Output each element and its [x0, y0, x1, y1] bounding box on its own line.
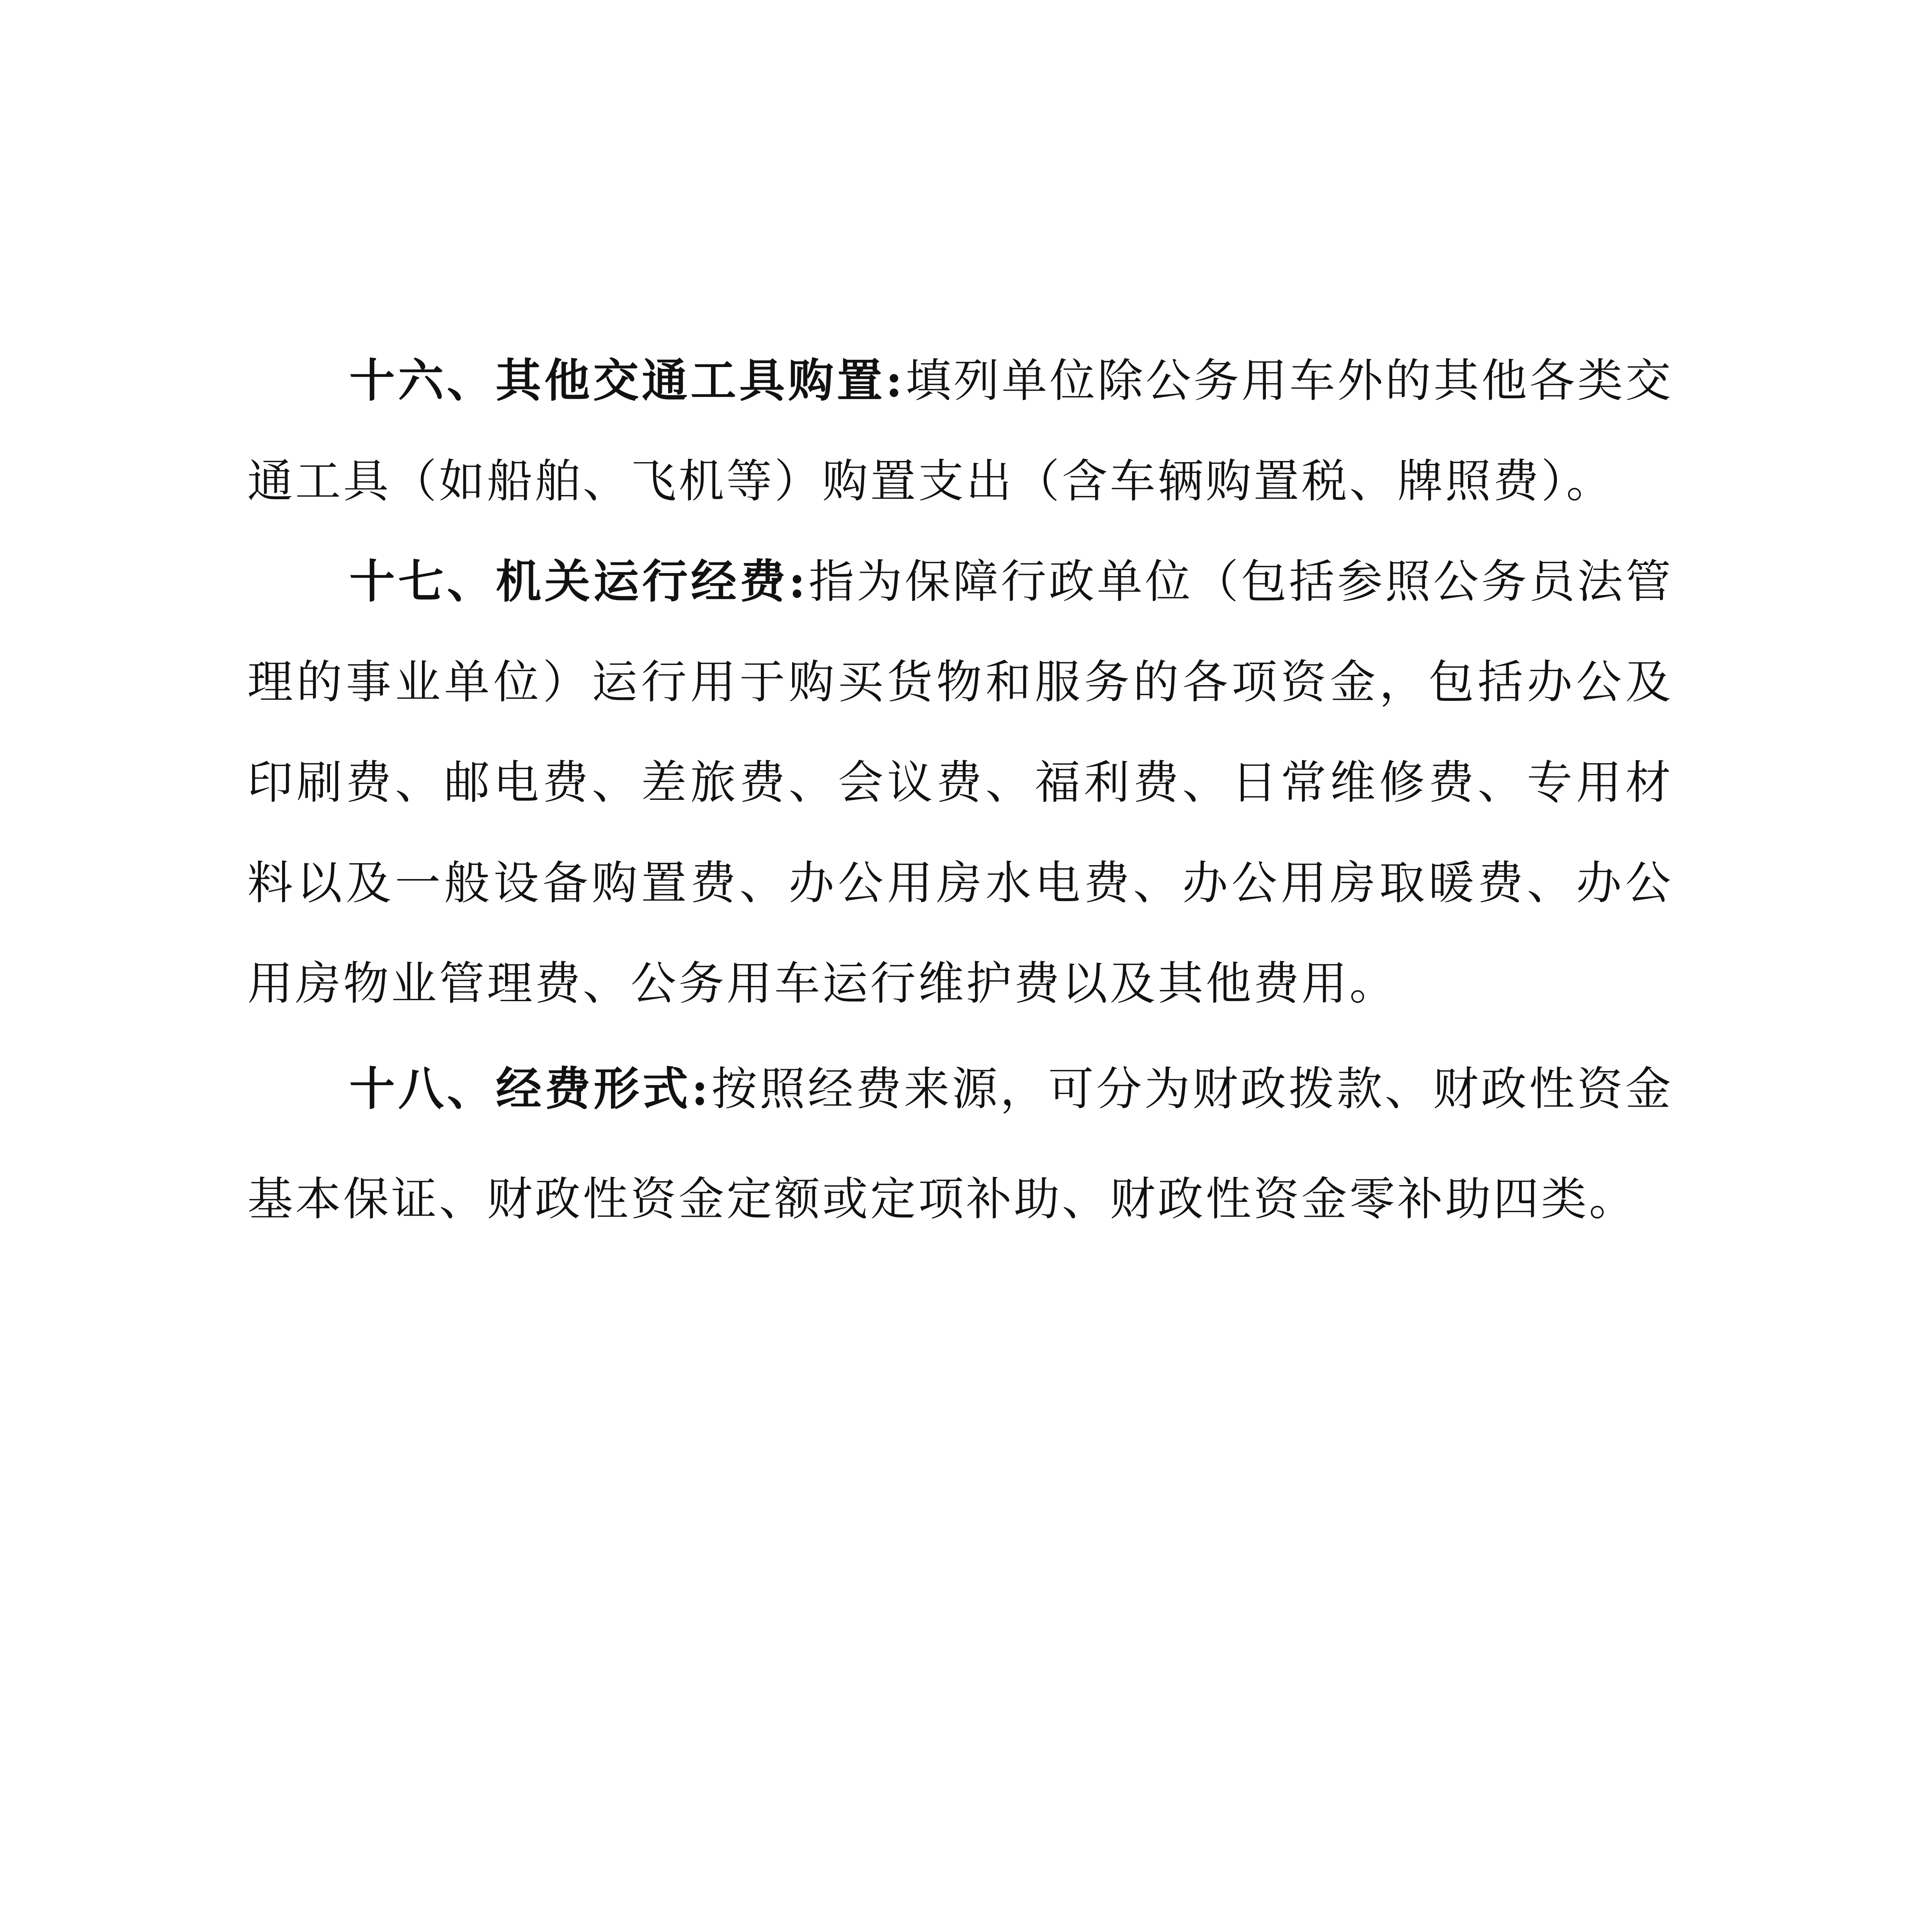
term-heading: 十七、机关运行经费:	[349, 554, 809, 608]
document-body	[247, 330, 1673, 1254]
paragraph-other-transport-purchase	[247, 330, 1673, 531]
definition-text: 填列单位除公务用车外的其他各类交通工具（如船舶、飞机等）购置支出（含车辆购置税、牌照费）。	[247, 354, 1673, 508]
paragraph-agency-operating-expenses	[247, 531, 1673, 1034]
term-heading: 十六、其他交通工具购置:	[349, 354, 906, 407]
term-heading: 十八、经费形式:	[349, 1062, 711, 1116]
paragraph-funding-form	[247, 1034, 1673, 1254]
definition-text: 指为保障行政单位（包括参照公务员法管理的事业单位）运行用于购买货物和服务的各项资金，包括办公及印刷费、邮电费、差旅费、会议费、福利费、日常维修费、专用材料以及一般设备购置费、办公用房水电费、办公用房取暖费、办公用房物业管理费、公务用车运行维护费以及其他费用。	[247, 555, 1673, 1010]
definition-text: 按照经费来源，可分为财政拨款、财政性资金基本保证、财政性资金定额或定项补助、财政性资金零补助四类。	[247, 1062, 1673, 1226]
